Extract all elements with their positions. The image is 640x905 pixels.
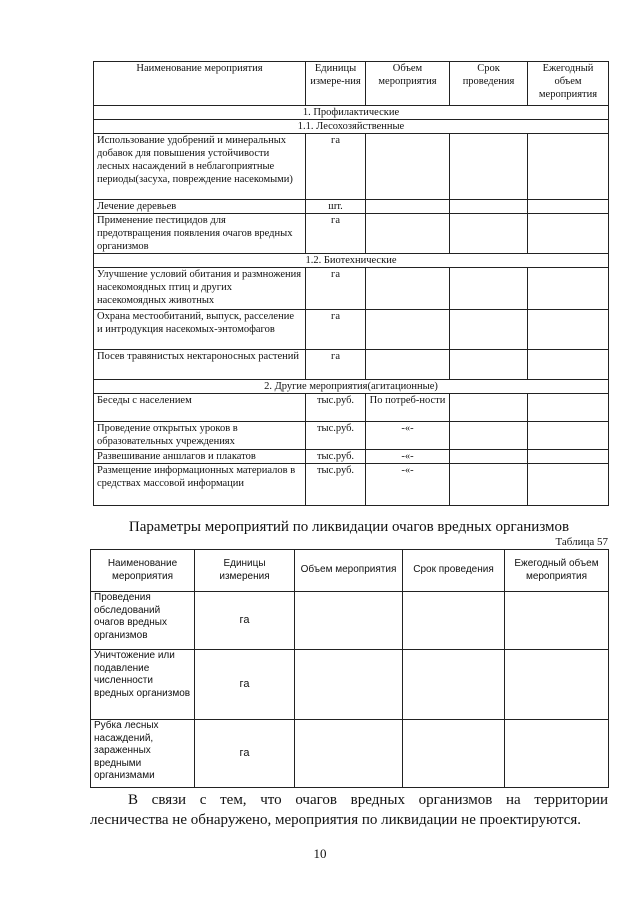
unit-cell: тыс.руб. bbox=[306, 464, 366, 506]
term-cell bbox=[403, 592, 505, 650]
unit-cell: тыс.руб. bbox=[306, 422, 366, 450]
annual-volume-cell bbox=[505, 592, 609, 650]
measure-name: Размещение информационных материалов в средствах массовой информации bbox=[94, 464, 306, 506]
annual-volume-cell bbox=[528, 422, 609, 450]
measure-name: Проведения обследований очагов вредных организмов bbox=[91, 592, 195, 650]
measure-name: Лечение деревьев bbox=[94, 200, 306, 214]
term-cell bbox=[450, 200, 528, 214]
unit-cell: га bbox=[306, 350, 366, 380]
annual-volume-cell bbox=[528, 350, 609, 380]
annual-volume-cell bbox=[528, 310, 609, 350]
header-cell: Единицы измере-ния bbox=[306, 62, 366, 106]
term-cell bbox=[450, 350, 528, 380]
term-cell bbox=[450, 450, 528, 464]
table-row bbox=[94, 422, 609, 450]
volume-cell: -«- bbox=[366, 422, 450, 450]
header-cell: Ежегодный объем мероприятия bbox=[528, 62, 609, 106]
header-cell: Объем мероприятия bbox=[295, 550, 403, 592]
term-cell bbox=[450, 134, 528, 200]
annual-volume-cell bbox=[528, 450, 609, 464]
conclusion-paragraph bbox=[90, 790, 608, 830]
unit-cell: тыс.руб. bbox=[306, 394, 366, 422]
volume-cell bbox=[295, 592, 403, 650]
liquidation-table bbox=[90, 549, 609, 788]
term-cell bbox=[450, 268, 528, 310]
volume-cell bbox=[366, 134, 450, 200]
volume-cell bbox=[295, 650, 403, 720]
term-cell bbox=[450, 214, 528, 254]
unit-cell: га bbox=[306, 268, 366, 310]
volume-cell bbox=[295, 720, 403, 788]
subsection-heading: 1.2. Биотехнические bbox=[94, 254, 609, 268]
header-cell: Единицы измерения bbox=[195, 550, 295, 592]
table-row bbox=[94, 310, 609, 350]
unit-cell: га bbox=[195, 720, 295, 788]
table-header-row bbox=[91, 550, 609, 592]
header-cell: Ежегодный объем мероприятия bbox=[505, 550, 609, 592]
unit-cell: га bbox=[195, 650, 295, 720]
annual-volume-cell bbox=[528, 464, 609, 506]
volume-cell bbox=[366, 268, 450, 310]
unit-cell: га bbox=[306, 214, 366, 254]
table-row bbox=[94, 394, 609, 422]
paragraph-line: лесничества не обнаружено, мероприятия по ликвидации не проектируются. bbox=[90, 812, 581, 828]
table-row bbox=[94, 214, 609, 254]
volume-cell bbox=[366, 200, 450, 214]
annual-volume-cell bbox=[528, 134, 609, 200]
section-row bbox=[94, 120, 609, 134]
unit-cell: га bbox=[306, 310, 366, 350]
table-row bbox=[91, 592, 609, 650]
measure-name: Рубка лесных насаждений, зараженных вредными организмами bbox=[91, 720, 195, 788]
table-header-row bbox=[94, 62, 609, 106]
header-cell: Срок проведения bbox=[403, 550, 505, 592]
subsection-heading: 1.1. Лесохозяйственные bbox=[94, 120, 609, 134]
table-row bbox=[94, 464, 609, 506]
measure-name: Беседы с населением bbox=[94, 394, 306, 422]
volume-cell bbox=[366, 214, 450, 254]
unit-cell: га bbox=[306, 134, 366, 200]
header-cell: Наименование мероприятия bbox=[91, 550, 195, 592]
table-row bbox=[94, 450, 609, 464]
section-heading: 1. Профилактические bbox=[94, 106, 609, 120]
term-cell bbox=[450, 422, 528, 450]
volume-cell: По потреб-ности bbox=[366, 394, 450, 422]
section-heading: 2. Другие мероприятия(агитационные) bbox=[94, 380, 609, 394]
table-row bbox=[91, 650, 609, 720]
annual-volume-cell bbox=[505, 720, 609, 788]
term-cell bbox=[403, 650, 505, 720]
unit-cell: тыс.руб. bbox=[306, 450, 366, 464]
paragraph-line: В связи с тем, что очагов вредных организмов на территории bbox=[128, 792, 608, 808]
volume-cell bbox=[366, 310, 450, 350]
volume-cell: -«- bbox=[366, 450, 450, 464]
table-row bbox=[94, 200, 609, 214]
unit-cell: шт. bbox=[306, 200, 366, 214]
unit-cell: га bbox=[195, 592, 295, 650]
table-label: Таблица 57 bbox=[555, 536, 608, 548]
annual-volume-cell bbox=[528, 268, 609, 310]
header-cell: Наименование мероприятия bbox=[94, 62, 306, 106]
section-row bbox=[94, 254, 609, 268]
measure-name: Развешивание аншлагов и плакатов bbox=[94, 450, 306, 464]
measure-name: Уничтожение или подавление численности вредных организмов bbox=[91, 650, 195, 720]
volume-cell bbox=[366, 350, 450, 380]
volume-cell: -«- bbox=[366, 464, 450, 506]
section-title: Параметры мероприятий по ликвидации очагов вредных организмов bbox=[128, 519, 570, 535]
measure-name: Применение пестицидов для предотвращения появления очагов вредных организмов bbox=[94, 214, 306, 254]
annual-volume-cell bbox=[505, 650, 609, 720]
section-row bbox=[94, 380, 609, 394]
measures-table bbox=[93, 61, 609, 506]
measure-name: Охрана местообитаний, выпуск, расселение и интродукция насекомых-энтомофагов bbox=[94, 310, 306, 350]
annual-volume-cell bbox=[528, 200, 609, 214]
table-row bbox=[94, 350, 609, 380]
header-cell: Срок проведения bbox=[450, 62, 528, 106]
table-row bbox=[91, 720, 609, 788]
table-row bbox=[94, 134, 609, 200]
measure-name: Улучшение условий обитания и размножения насекомоядных птиц и других насекомоядных животных bbox=[94, 268, 306, 310]
annual-volume-cell bbox=[528, 214, 609, 254]
term-cell bbox=[403, 720, 505, 788]
term-cell bbox=[450, 394, 528, 422]
section-row bbox=[94, 106, 609, 120]
page-number: 10 bbox=[313, 846, 327, 861]
measure-name: Проведение открытых уроков в образовательных учреждениях bbox=[94, 422, 306, 450]
measure-name: Использование удобрений и минеральных добавок для повышения устойчивости лесных насаждений в неблагоприятные периоды(засуха, повреждение насекомыми) bbox=[94, 134, 306, 200]
term-cell bbox=[450, 310, 528, 350]
term-cell bbox=[450, 464, 528, 506]
table-row bbox=[94, 268, 609, 310]
annual-volume-cell bbox=[528, 394, 609, 422]
header-cell: Объем мероприятия bbox=[366, 62, 450, 106]
measure-name: Посев травянистых нектароносных растений bbox=[94, 350, 306, 380]
